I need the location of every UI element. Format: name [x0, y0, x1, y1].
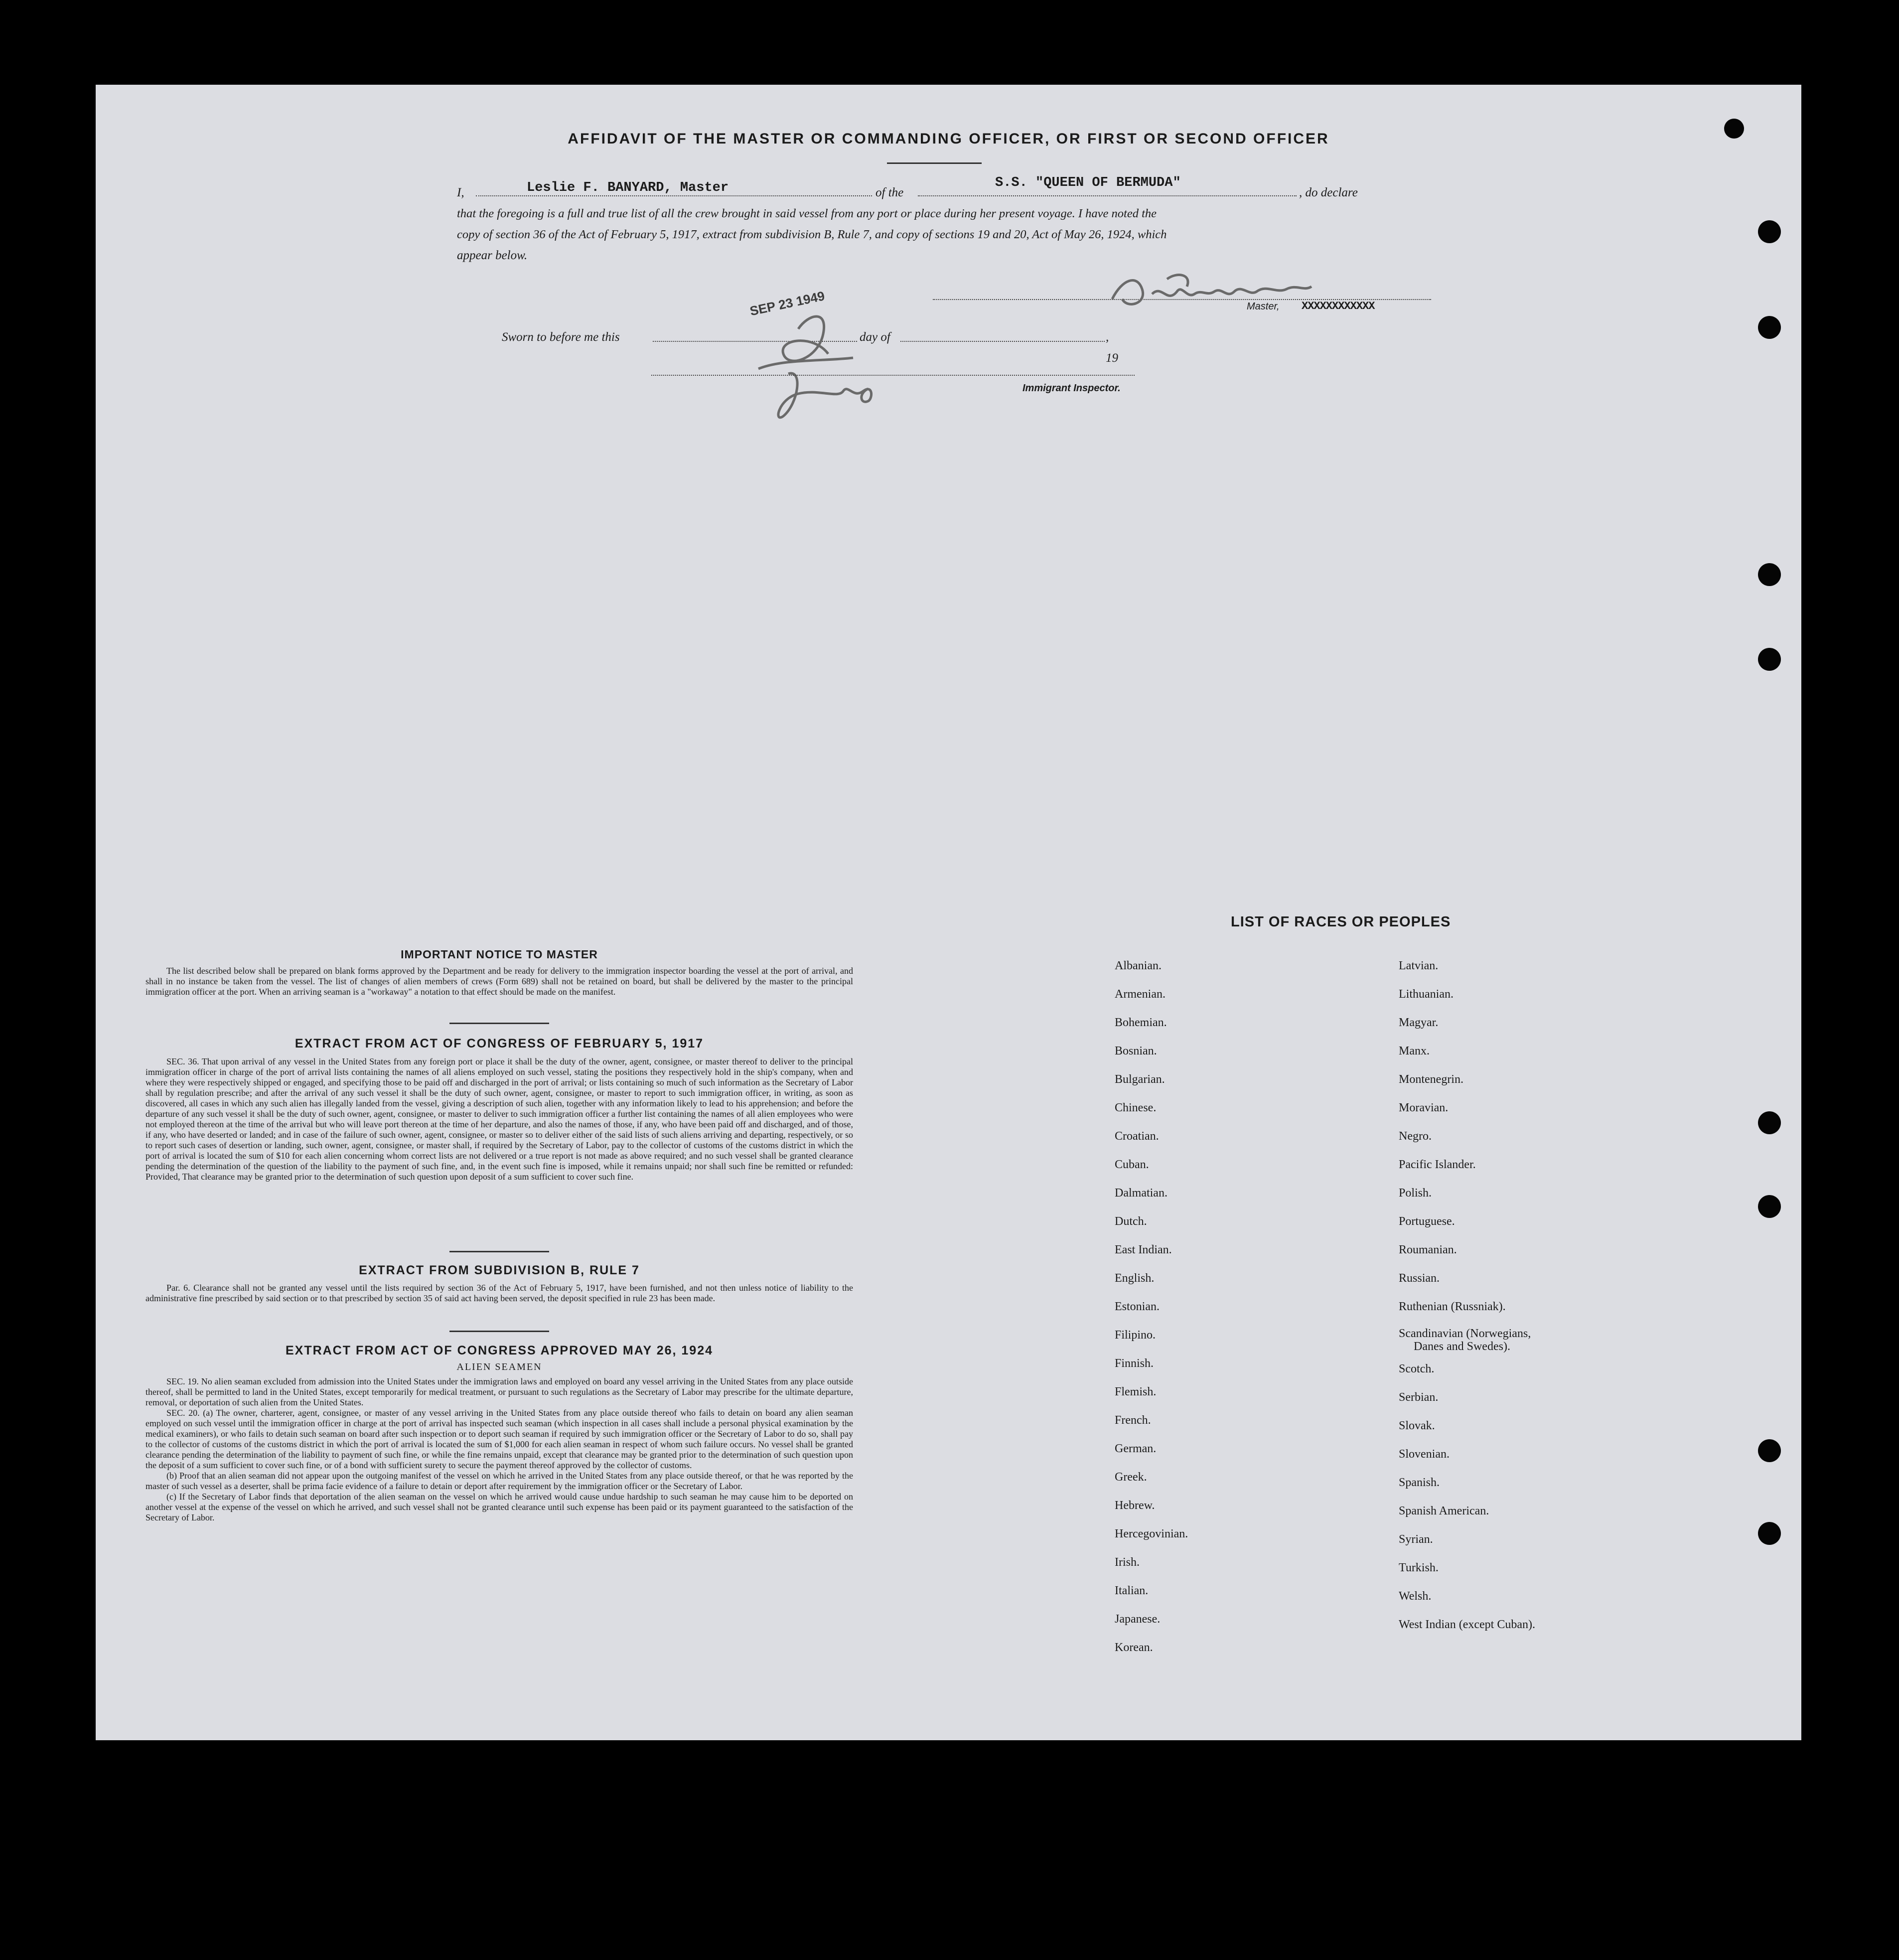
race-item: Welsh. — [1399, 1590, 1432, 1603]
race-item: Finnish. — [1115, 1357, 1154, 1370]
vessel-blank — [918, 195, 1297, 196]
alien-seamen-subtitle: ALIEN SEAMEN — [456, 1361, 542, 1372]
year-label: , 19 — [1106, 330, 1118, 365]
divider — [449, 1251, 549, 1252]
race-item: Russian. — [1399, 1272, 1440, 1285]
race-item: Spanish American. — [1399, 1505, 1489, 1517]
binder-hole — [1758, 1195, 1781, 1218]
binder-hole — [1758, 1522, 1781, 1545]
binder-hole — [1758, 563, 1781, 586]
of-the-label: of the — [876, 186, 904, 199]
race-item: Scotch. — [1399, 1362, 1435, 1375]
notice-title: IMPORTANT NOTICE TO MASTER — [401, 948, 598, 961]
extract-1917-title: EXTRACT FROM ACT OF CONGRESS OF FEBRUARY 5, 1917 — [294, 1037, 704, 1051]
extract-1917-text: SEC. 36. That upon arrival of any vessel in the United States from any foreign port or place it shall be the duty of the owner, agent, consignee, or master thereof to deliver to the principal immigration officer in charge of the port of arrival lists containing the names of all aliens employed on such vessel, stating the positions they respectively hold in the ship's company, when and where they were respectively shipped or engaged, and specifying those to be paid off and discharged in the port of arrival; or lists containing so much of such information as the Secretary of Labor shall by regulation prescribe; and after the arrival of any such vessel it shall be the duty of such owner, agent, consignee, or master to report to such immigration officer, in writing, as soon as discovered, all cases in which any such alien has illegally landed from the vessel, giving a description of such alien, together with any information likely to lead to his apprehension; and before the departure of any such vessel it shall be the duty of such owner, agent, consignee, or master to deliver to such immigration officer a further list containing the names of all alien employees who were not employed thereon at the time of the arrival but who will leave port thereon at the time of her departure, and also the names of those, if any, who have been paid off and discharged, and of those, if any, who have deserted or landed; and in case of the failure of such owner, agent, consignee, or master so to deliver either of the said lists of such aliens arriving and departing, respectively, or so to report such cases of desertion or landing, such owner, agent, consignee, or master shall, if required by the Secretary of Labor, pay to the collector of customs of the customs district in which the port of arrival is located the sum of $10 for each alien concerning whom correct lists are not delivered or a true report is not made as above required; and no such vessel shall be granted clearance pending the determination of the question of the liability to the payment of such fine, and, in the event such fine is imposed, while it remains unpaid; nor shall such fine be remitted or refunded: Provided, That clearance may be granted prior to the determination of such question upon deposit of a sum sufficient to cover such fine. — [146, 1056, 853, 1182]
race-item: Irish. — [1115, 1556, 1140, 1569]
races-right-column — [1399, 952, 1535, 1639]
race-item: Albanian. — [1115, 959, 1162, 972]
races-title: LIST OF RACES OR PEOPLES — [1231, 914, 1451, 930]
race-item: Korean. — [1115, 1641, 1153, 1654]
race-item: Flemish. — [1115, 1385, 1157, 1398]
extract-1924-body — [146, 1376, 853, 1523]
struck-title: XXXXXXXXXXXX — [1302, 300, 1375, 312]
race-item: Turkish. — [1399, 1561, 1439, 1574]
declaration-line-2: that the foregoing is a full and true list of all the crew brought in said vessel from any port or place during her present voyage. I have noted the — [457, 207, 1157, 220]
race-item: German. — [1115, 1442, 1157, 1455]
race-item: Chinese. — [1115, 1101, 1157, 1114]
inspector-label: Immigrant Inspector. — [1023, 383, 1121, 394]
declaration-line-1 — [457, 175, 1414, 203]
section-20a-text: SEC. 20. (a) The owner, charterer, agent, consignee, or master of any vessel arriving in the United States from any place outside thereof who fails to detain on board any alien seaman employed on such vessel until the immigration officer in charge at the port of arrival has inspected such seaman (which inspection in all cases shall include a personal physical examination by the medical examiners), or who fails to detain such seaman on board after such inspection or to deport such seaman if required by such immigration officer or the Secretary of Labor to do so, shall pay to the collector of customs of the customs district in which the port of arrival is located the sum of $1,000 for each alien seaman in respect of whom such failure occurs. No vessel shall be granted clearance pending the determination of the liability to payment of such fine, or while the fine remains unpaid, except that clearance may be granted prior to the determination of such question upon the deposit of a sum sufficient to cover such fine, or of a bond with sufficient surety to secure the payment thereof approved by the collector of customs. — [146, 1408, 853, 1470]
inspector-signature-line — [651, 375, 1135, 376]
vessel-name: S.S. "QUEEN OF BERMUDA" — [995, 175, 1181, 190]
i-label: I, — [457, 186, 464, 199]
race-item: Ruthenian (Russniak). — [1399, 1300, 1506, 1313]
section-19-text: SEC. 19. No alien seaman excluded from admission into the United States under the immigration laws and employed on board any vessel arriving in the United States from any place outside thereof, shall be permitted to land in the United States, except temporarily for medical treatment, or pursuant to such regulations as the Secretary of Labor may prescribe for the ultimate departure, removal, or deportation of such alien from the United States. — [146, 1376, 853, 1407]
race-item: Negro. — [1399, 1130, 1432, 1143]
binder-hole — [1758, 220, 1781, 243]
race-item: Hebrew. — [1115, 1499, 1155, 1512]
race-item: Polish. — [1399, 1187, 1432, 1200]
race-item: Japanese. — [1115, 1613, 1161, 1626]
race-item: Armenian. — [1115, 988, 1166, 1001]
race-item: Slovenian. — [1399, 1448, 1450, 1461]
master-label: Master, — [1247, 301, 1280, 312]
race-item: Roumanian. — [1399, 1243, 1457, 1256]
divider — [449, 1023, 549, 1024]
notice-text: The list described below shall be prepared on blank forms approved by the Department and be ready for delivery to the immigration inspector boarding the vessel at the port of arrival, and shall in no instance be taken from the vessel. The list of changes of alien members of crews (Form 689) shall not be retained on board, but shall be delivered by the master to the principal immigration officer at the port. When an arriving seaman is a "workaway" a notation to that effect should be made on the manifest. — [146, 966, 853, 997]
race-item: Hercegovinian. — [1115, 1527, 1188, 1540]
race-item: Syrian. — [1399, 1533, 1433, 1546]
sworn-label: Sworn to before me this — [502, 330, 620, 344]
binder-hole — [1758, 1439, 1781, 1462]
race-item: West Indian (except Cuban). — [1399, 1618, 1535, 1631]
race-item: Cuban. — [1115, 1158, 1149, 1171]
binder-hole — [1758, 1111, 1781, 1134]
race-item: Croatian. — [1115, 1130, 1159, 1143]
race-item: French. — [1115, 1414, 1151, 1427]
inspector-signature — [738, 299, 948, 429]
race-item: East Indian. — [1115, 1243, 1172, 1256]
race-item: English. — [1115, 1272, 1155, 1285]
race-item: Lithuanian. — [1399, 988, 1454, 1001]
race-item: Montenegrin. — [1399, 1073, 1463, 1086]
race-item: Manx. — [1399, 1045, 1430, 1057]
race-item: Bulgarian. — [1115, 1073, 1165, 1086]
race-item: Italian. — [1115, 1584, 1149, 1597]
race-item: Dalmatian. — [1115, 1187, 1168, 1200]
rule-7-title: EXTRACT FROM SUBDIVISION B, RULE 7 — [359, 1263, 640, 1277]
race-item: Portuguese. — [1399, 1215, 1455, 1228]
section-20c-text: (c) If the Secretary of Labor finds that deportation of the alien seaman on the vessel on which he arrived would cause undue hardship to such seaman he may cause him to be deported on another vessel at the expense of the vessel on which he arrived, and such vessel shall not be granted clearance until such expense has been paid or its payment guaranteed to the satisfaction of the Secretary of Labor. — [146, 1492, 853, 1522]
race-item: Danes and Swedes). — [1414, 1340, 1510, 1353]
do-declare-label: , do declare — [1299, 186, 1358, 199]
day-of-label: day of — [860, 330, 890, 344]
race-item: Scandinavian (Norwegians, — [1399, 1327, 1531, 1340]
race-item: Dutch. — [1115, 1215, 1147, 1228]
title-divider — [887, 162, 982, 164]
race-item: Bosnian. — [1115, 1045, 1157, 1057]
affidavit-title: AFFIDAVIT OF THE MASTER OR COMMANDING OFFICER, OR FIRST OR SECOND OFFICER — [568, 131, 1329, 147]
race-item: Estonian. — [1115, 1300, 1160, 1313]
rule-7-text: Par. 6. Clearance shall not be granted any vessel until the lists required by section 36 of the Act of February 5, 1917, have been furnished, and not then unless notice of liability to the administrative fine prescribed by said section or to that prescribed by section 35 of said act having been served, the deposit specified in rule 23 has been made. — [146, 1283, 853, 1303]
form-page — [96, 85, 1801, 1740]
master-signature — [1107, 269, 1316, 314]
races-left-column — [1115, 952, 1188, 1662]
race-item: Moravian. — [1399, 1101, 1449, 1114]
divider — [449, 1331, 549, 1332]
race-item: Latvian. — [1399, 959, 1439, 972]
race-item: Spanish. — [1399, 1476, 1440, 1489]
binder-hole — [1758, 648, 1781, 671]
race-item: Pacific Islander. — [1399, 1158, 1476, 1171]
date-stamp: SEP 23 1949 — [748, 288, 826, 319]
declaration-line-3: copy of section 36 of the Act of February 5, 1917, extract from subdivision B, Rule 7, and copy of sections 19 and 20, Act of May 26, 1924, which — [457, 228, 1167, 241]
race-item: Slovak. — [1399, 1419, 1435, 1432]
race-item: Serbian. — [1399, 1391, 1439, 1404]
master-name: Leslie F. BANYARD, Master — [527, 180, 729, 195]
race-item: Filipino. — [1115, 1329, 1156, 1342]
race-item: Bohemian. — [1115, 1016, 1167, 1029]
race-item: Greek. — [1115, 1471, 1147, 1484]
race-item: Magyar. — [1399, 1016, 1439, 1029]
section-20b-text: (b) Proof that an alien seaman did not appear upon the outgoing manifest of the vessel on which he arrived in the United States from any place outside thereof, or that he was reported by the master of such vessel as a deserter, shall be prima facie evidence of a failure to detain or deport after requirement by the immigration officer or the Secretary of Labor. — [146, 1471, 853, 1491]
extract-1924-title: EXTRACT FROM ACT OF CONGRESS APPROVED MAY 26, 1924 — [285, 1344, 714, 1357]
declaration-line-4: appear below. — [457, 249, 528, 262]
binder-hole — [1758, 316, 1781, 339]
